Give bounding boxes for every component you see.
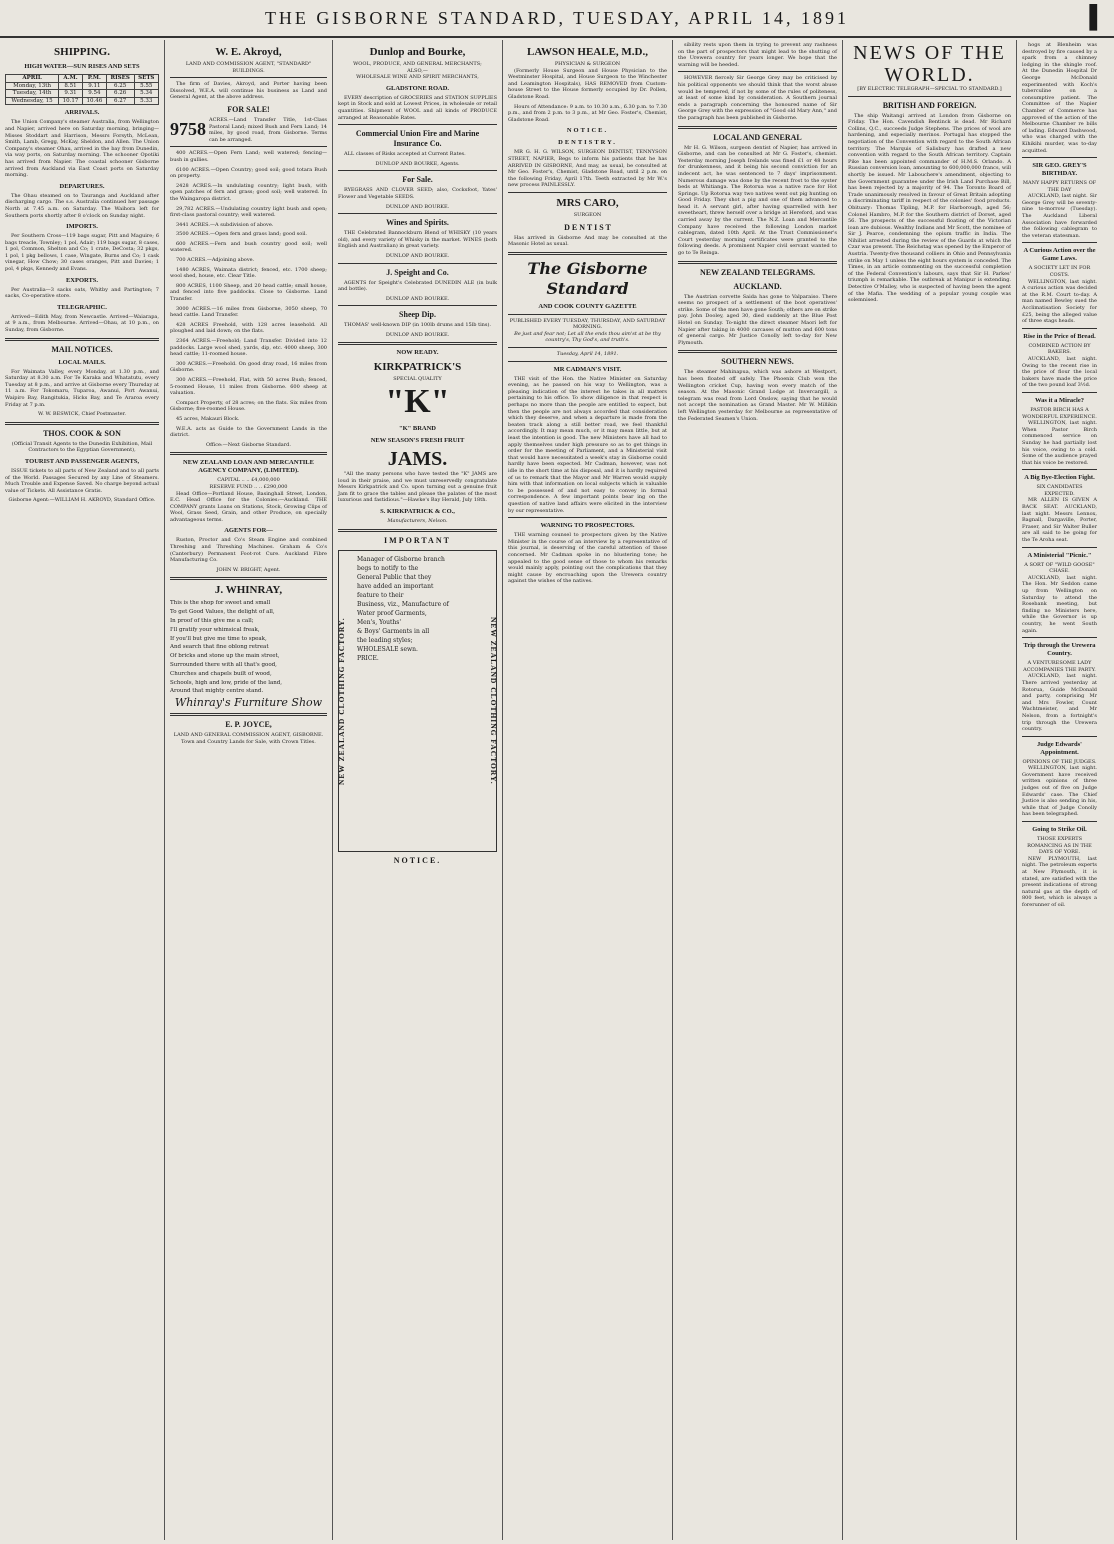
caro-text: Has arrived in Gisborne And may be consulted at the Masonic Hotel as usual. xyxy=(508,234,667,248)
list-item: feature to their xyxy=(357,591,404,599)
list-item: 3500 ACRES.—Open fern and grass land; good soil. xyxy=(176,231,308,238)
urewera-text: AUCKLAND, last night. There arrived yesterday at Rotorua, Guide McDonald and party, comprising Mr and Mrs Fowler, Count Wachtmeister, and Mr Nelson, from a fortnight's trip through the Urewera country. xyxy=(1022,673,1097,733)
bf-heading: BRITISH AND FOREIGN. xyxy=(882,100,977,110)
list-item: 45 acres, Makauri Block. xyxy=(176,415,240,422)
miracle-subheading: PASTOR BIRCH HAS A WONDERFUL EXPERIENCE. xyxy=(1022,406,1097,420)
column-7 xyxy=(1017,40,1102,1540)
local-heading: LOCAL AND GENERAL xyxy=(713,132,802,142)
table-row xyxy=(6,82,159,90)
tide-cell: 8.51 xyxy=(59,82,83,90)
departures-text: The Ohau steamed on to Tauranga and Auckland after discharging cargo. The s.s. Australia continued her passage North at 7.45 a.m. on Saturday. The Waihora left for Southern ports shortly after 8 o'clock on Sunday night. xyxy=(5,192,159,219)
kirk-jams: JAMS. xyxy=(387,448,448,471)
continued-text: sibility rests upon them in trying to prevent any rashness on the part of prospectors that might lead to the shutting of the Urewera country for years longer. We hope that the warning will be heeded. xyxy=(678,42,837,68)
cook-subheading: (Official Transit Agents to the Dunedin Exhibition, Mail Contractors to the Egyptian Government), xyxy=(11,440,153,454)
warning-heading: WARNING TO PROSPECTORS. xyxy=(540,522,635,530)
speight-text: AGENTS for Speight's Celebrated DUNEDIN ALE (in bulk and bottle). xyxy=(338,279,497,293)
whinray-heading: J. WHINRAY, xyxy=(214,584,283,597)
tide-heading: HIGH WATER—SUN RISES AND SETS xyxy=(24,63,140,70)
oil-text: NEW PLYMOUTH, last night. The petroleum experts at New Plymouth, it is stated, are satisfied with the present indications of strong natural gas at the depth of 800 feet, which is always a forerunner of oil. xyxy=(1022,855,1097,908)
akroyd-subheading: LAND AND COMMISSION AGENT, "STANDARD" BUILDINGS. xyxy=(185,61,312,74)
wines-heading: Wines and Spirits. xyxy=(386,218,449,228)
imports-heading: IMPORTS. xyxy=(66,223,98,231)
clothing-factory-box xyxy=(338,550,497,852)
paper-motto: Be just and fear not; Let all the ends thou aim'st at be thy country's, Thy God's, and truth's. xyxy=(514,330,661,344)
list-item: Compact Property, of 28 acres; on the flats. Six miles from Gisborne; five-roomed House. xyxy=(170,399,327,413)
list-item: PRICE. xyxy=(357,654,379,662)
list-item: 29,782 ACRES.—Undulating country light bush and open; first-class pastoral country; well watered. xyxy=(170,205,327,219)
notice-heading: NOTICE. xyxy=(566,127,609,135)
bread-text: AUCKLAND, last night. Owing to the recent rise in the price of flour the local bakers have made the price of the two pound loaf 3½d. xyxy=(1022,355,1097,389)
vertical-banner-right: NEW ZEALAND CLOTHING FACTORY. xyxy=(489,616,498,785)
office-note: Office:—Next Gisborne Standard. xyxy=(206,441,291,448)
curious-heading: A Curious Action over the Game Laws. xyxy=(1023,247,1096,263)
cook-heading: THOS. COOK & SON xyxy=(43,428,121,438)
exports-heading: EXPORTS. xyxy=(65,276,99,284)
db-wholesale: WHOLESALE WINE AND SPIRIT MERCHANTS, xyxy=(356,74,479,81)
tide-cell: Wednesday, 15 xyxy=(6,97,59,105)
db-heading: Dunlop and Bourke, xyxy=(369,46,466,58)
db-subheading: WOOL, PRODUCE, AND GENERAL MERCHANTS; xyxy=(353,61,482,67)
kirk-firm: S. KIRKPATRICK & CO., xyxy=(380,508,455,516)
kirk-heading: KIRKPATRICK'S xyxy=(373,361,462,374)
caro-heading: MRS CARO, xyxy=(556,196,619,209)
cadman-text: THE visit of the Hon. the Native Minister on Saturday evening, as he passed on his way to Wellington, was a pleasing indication of the interest he takes in all matters pertaining to his office. To show diligence in that respect is perhaps no more than the people are entitled to expect, but then the people are not always accorded that consideration which they deserve, and when a departure is made from the beaten track along a still better road, we feel thankful accordingly. It may mean much, or it may mean little, but at least the intention is good. The new Ministers have all had to apply themselves under high pressure so as to get things in order for the meeting of Parliament, and a Ministerial visit that would have necessitated a week's stay in Gisborne could hardly have been expected. Mr Cadman, however, was not idle in the short time at his disposal, and it is hardly required of us to remark that the Mayor and Mr Warren would supply him with that information on local subjects which is valuable to be possessed of and not easy to convey in formal correspondence. A few important points bear ing on the question of native land affairs were elicited in the interview by our representative. xyxy=(508,375,667,514)
cook-tourist: TOURIST AND PASSENGER AGENTS, xyxy=(24,457,140,465)
verse-line: I'll gratify your whimsical freak, xyxy=(170,626,260,633)
kirk-special: SPECIAL QUALITY xyxy=(393,376,442,383)
tide-cell: 9.11 xyxy=(82,82,106,90)
tide-cell: 9.54 xyxy=(82,90,106,98)
acres-number: 9758 xyxy=(170,118,206,139)
list-item: 300 ACRES.—Freehold, Flat, with 50 acres Bush; fenced, 5-roomed House, 11 miles from Gisborne. 600 sheep at valuation. xyxy=(170,376,327,397)
notice-heading: NOTICE. xyxy=(393,855,442,865)
list-item: 428 ACRES Freehold, with 128 acres leasehold. All ploughed and laid down; on the flats. xyxy=(170,321,327,335)
important-heading: IMPORTANT xyxy=(384,535,451,545)
joyce-subheading: LAND AND GENERAL COMMISSION AGENT, GISBORNE. xyxy=(173,732,324,739)
bye-subheading: SIX CANDIDATES EXPECTED. xyxy=(1036,484,1083,497)
bright-signature: JOHN W. BRIGHT, Agent. xyxy=(216,566,281,573)
list-item: Business, viz., Manufacture of xyxy=(357,600,449,608)
judge-heading: Judge Edwards' Appointment. xyxy=(1037,740,1082,756)
picnic-text: AUCKLAND, last night. The Hon. Mr Seddon came up from Wellington on Saturday to attend the Rosebank meeting, but finding no Ministers here, while the Governor is up country, he went South again. xyxy=(1022,574,1097,634)
whinray-show: Whinray's Furniture Show xyxy=(174,696,323,710)
forsale-heading: For Sale. xyxy=(402,175,433,185)
forsale-text: RYEGRASS AND CLOVER SEED; also, Cocksfoot, Yates' Flower and Vegetable SEEDS. xyxy=(338,187,497,200)
masthead xyxy=(0,0,1114,38)
verse-line: Of bricks and stone up the main street, xyxy=(170,653,280,660)
wea-note: W.E.A. acts as Guide to the Government Lands in the district. xyxy=(170,425,327,439)
tide-cell: 5.34 xyxy=(134,90,158,98)
tide-cell: 6.25 xyxy=(106,82,134,90)
verse-line: Around that mighty centre stand. xyxy=(170,688,264,695)
nzlma-reserve: RESERVE FUND .. .. £290,000 xyxy=(209,483,288,490)
column-6 xyxy=(843,40,1017,1540)
oil-subheading: THOSE EXPERTS ROMANCING AS IN THE DAYS OF YORE. xyxy=(1027,836,1092,856)
verse-line: This is the shop for sweet and small xyxy=(170,600,271,607)
important-lines xyxy=(353,551,482,851)
list-item: Manager of Gisborne branch xyxy=(357,555,445,563)
speight-heading: J. Speight and Co. xyxy=(386,267,449,277)
verse-line: In proof of this give me a call; xyxy=(170,618,254,625)
caro-subheading: SURGEON xyxy=(573,211,602,218)
mail-subheading: LOCAL MAILS. xyxy=(58,358,106,366)
agents-heading: AGENTS FOR— xyxy=(224,527,273,535)
telegrams-subheading: AUCKLAND. xyxy=(733,281,782,291)
list-item: 600 ACRES.—Fern and bush country good soil; well watered. xyxy=(170,240,327,254)
arrivals-heading: ARRIVALS. xyxy=(64,109,100,117)
tide-cell: 5.33 xyxy=(134,97,158,105)
verse-line: Surrounded there with all that's good, xyxy=(170,662,277,669)
southern-text: The steamer Mahinapua, which was ashore at Westport, has been floated off safely. The Phoenix Club won the Wellington cricket Cup, having won every match of the season. At the Masonic Grand Lodge at Invercargill, a telegram was read from Lord Onslow, saying that he would not accept the nomination as Grand Master. Mr W. Millikin left Wellington yesterday for Melbourne as representative of the Federated Seamen's Union. xyxy=(678,369,837,422)
paper-title: The Gisborne Standard xyxy=(527,258,648,298)
list-item: 2364 ACRES.—Freehold; Land Transfer. Divided into 12 paddocks. Large wool shed, yards, dip, etc. 4000 sheep, 300 head cattle; 11-roomed house. xyxy=(170,338,327,358)
column-3 xyxy=(333,40,503,1540)
nzlma-capital: CAPITAL .. .. £4,000,000 xyxy=(217,477,280,484)
tide-cell: 10.46 xyxy=(82,97,106,105)
curious-text: WELLINGTON, last night. A curious action was decided at the R.M. Court to-day. A man named Bewley sued the Acclimatisation Society for £25, being the alleged value of three stags heads. xyxy=(1022,278,1097,325)
miracle-heading: Was it a Miracle? xyxy=(1035,396,1084,404)
verse-line: Schools, high and low, pride of the land, xyxy=(170,679,283,686)
picnic-subheading: A SORT OF "WILD GOOSE" CHASE. xyxy=(1024,561,1095,575)
news-heading: NEWS OF THE WORLD. xyxy=(853,42,1006,86)
listings xyxy=(170,150,327,422)
columns xyxy=(0,40,1114,1540)
shipping-heading: SHIPPING. xyxy=(54,46,110,58)
grey-bday-subheading: MANY HAPPY RETURNS OF THE DAY xyxy=(1022,180,1097,193)
oil-heading: Going to Strike Oil. xyxy=(1032,826,1087,834)
bf-text: The ship Waitangi arrived at London from Gisborne on Friday. The Hon. Cavendish Bentinck is dead. Mr Richard Collins, Q.C., succeeds Judge Stephens. The prices of wool are hardening, and especially merinos. Portugal has stopped the negotiation of the Convention with regard to the South African territory. The Marquis of Salisbury has drafted a new convention with regard to the South African territory. Captain Pike has been appointed commander of H.M.S. Orlando. A Russian conversion loan, amounting to 600,000,000 francs, will shortly be issued. Mr Labouchere's amendment, objecting to the Government guarantee under the Irish Land Purchase Bill, has been rejected by a majority of 94. The Toronto Board of Trade unanimously resolved in favour of Great Britain adopting a discriminating tariff in respect of the colonies' food products. Obituary: Thomas Tipling, M.P. for Harborough, aged 56; Colonel Hambro, M.P. for the Southern district of Dorset, aged 56. The prospects of the successful floating of the Victorian loan are dubious. Wealthy Indians and Mr Scott, the nominee of Sir J. Pearce, condemning the opium traffic in India. The Nihilist arrested during the review of the Guards at which the Czar was present. The Reichstag was opened by the Emperor of Austria. Twenty-five thousand colliers in Ohio and Pennsylvania strike on May 1 unless the eight hours system is conceded. The Times, in an article commenting on the successful completion of the Federal Convention's labours, says that Sir H. Parkes' triumph is remarkable. The outbreak at Manipur is extending. Detective O'Malley, who is suspected of having been the agent of the Mafia. The wedding of a popular young couple was solemnised. xyxy=(848,112,1011,304)
judge-text: WELLINGTON, last night. Government have received written opinions of three judges out of five on Judge Edwards' case. The Chief Justice is also sending in his, while that of Judge Conolly has been telegraphed. xyxy=(1022,765,1097,818)
verse-line: If you'll but give me time to speak, xyxy=(170,635,267,642)
tide-cell: Tuesday, 14th xyxy=(6,90,59,98)
speight-signature: DUNLOP AND BOURKE. xyxy=(385,295,450,302)
dentistry-heading: DENTISTRY. xyxy=(558,139,617,147)
curious-subheading: A SOCIETY LET IN FOR COSTS. xyxy=(1028,265,1091,279)
tide-col-header: A.M. xyxy=(59,75,83,83)
departures-heading: DEPARTURES. xyxy=(59,182,105,190)
nzlma-heading: NEW ZEALAND LOAN AND MERCANTILE AGENCY COMPANY, (LIMITED). xyxy=(183,459,314,475)
list-item: Water proof Garments, xyxy=(357,609,427,617)
southern-heading: SOUTHERN NEWS. xyxy=(721,357,794,367)
forsale-signature: DUNLOP AND BOURKE. xyxy=(385,203,450,210)
tide-col-header: APRIL xyxy=(6,75,59,83)
akroyd-text: The firm of Davies, Akroyd, and Porter having been Dissolved, W.E.A. will continue his business as Land and General Agent, at the above address. xyxy=(170,81,327,101)
bye-text: MR ALLEN IS GIVEN A BACK SEAT. AUCKLAND, last night. Messrs Lennox, Bagnall, Dargaville, Porter, Fraser, and Sir Walter Buller are all said to be going for the Te Aroha seat. xyxy=(1022,497,1097,544)
bread-heading: Rise in the Price of Bread. xyxy=(1023,332,1096,340)
db-also: ALSO,— xyxy=(407,67,428,74)
grey-text: HOWEVER fiercely Sir George Grey may be criticised by his political opponents we should think that the worst abuse would be tempered, if not by some of the rules of politeness, at least of some kind by consideration. A Southern journal ends a paragraph concerning the honoured name of Sir George Grey with the expression of "Good old Mary Ann," and the paragraph has been published in Gisborne. xyxy=(678,75,837,121)
dentistry-text: MR G. H. G. WILSON, SURGEON DENTIST, TENNYSON STREET, NAPIER, Begs to inform his patients that he has ARRIVED IN GISBORNE, And may, as usual, be consulted at Mr Geo. Foster's, Chemist, Gladstone Road, until 2 p.m. on the following Friday, April 17th. Teeth extracted by Mr W.'s new process PAINLESSLY. xyxy=(508,149,667,189)
tide-col-header: P.M. xyxy=(82,75,106,83)
tide-col-header: RISES xyxy=(106,75,134,83)
caro-dentist: D E N T I S T xyxy=(564,222,611,232)
tide-cell: Monday, 13th xyxy=(6,82,59,90)
tide-col-header: SETS xyxy=(134,75,158,83)
verse-line: To get Good Values, the delight of all, xyxy=(170,609,275,616)
paper-publication: PUBLISHED EVERY TUESDAY, THURSDAY, AND SATURDAY MORNING. xyxy=(509,317,666,331)
lawson-heading: LAWSON HEALE, M.D., xyxy=(526,46,649,58)
now-ready: NOW READY. xyxy=(396,349,439,357)
news-subheading: [BY ELECTRIC TELEGRAPH—SPECIAL TO STANDARD.] xyxy=(857,86,1002,92)
acres-text: ACRES.—Land Transfer Title, 1st-Class Pastoral Land; mixed Bush and Fern Land; 14 miles, by good road, from Gisborne. Terms can be arranged. xyxy=(209,116,327,143)
lawson-hours: Hours of Attendance: 9 a.m. to 10.30 a.m., 6.30 p.m. to 7.30 p.m., and from 2 p.m. to 3 p.m., at Mr Geo. Foster's, Chemist, Gladstone Road. xyxy=(508,103,667,123)
joyce-text: Town and Country Lands for Sale, with Crown Titles. xyxy=(181,738,316,745)
whinray-verse xyxy=(170,599,327,696)
telegraphic-text: Arrived—Edith May, from Newcastle. Arrived—Waiarapa, at 9 a.m., from Melbourne. Arrived—Ohau, at 10 p.m., on Sunday, from Gisborne. xyxy=(5,313,159,334)
grey-bday-heading: SIR GEO. GREY'S BIRTHDAY. xyxy=(1032,162,1087,178)
dip-heading: Sheep Dip. xyxy=(399,310,436,320)
imports-text: Per Southern Cross—119 bags sugar, Pitt and Maguire; 6 bags treacle, Townley; 1 pol, Adair; 119 bags sugar, 8 cases, 1 pol, Common, Shelton and Co; 1 crate, DeCosta; 32 pkgs, 1 pol, 1 pkg bellows, 1 case, Wingate, Burns and Co; 1 cask vinegar, How Chow; 30 cases oranges, Pitt and Davies; 1 pol, 4 pkgs, Kennedy and Evans. xyxy=(5,233,159,273)
grey-bday-text: AUCKLAND, last night. Sir George Grey will be seventy-nine to-morrow (Tuesday). The Auckland Liberal Association have forwarded the following cablegram to the veteran statesman. xyxy=(1022,193,1097,239)
list-item: 700 ACRES.—Adjoining above. xyxy=(176,257,255,264)
cook-text: ISSUE tickets to all parts of New Zealand and to all parts of the World. Passages Secured by any Line of Steamers. Much Trouble and Expense Saved. No charge beyond actual value of Tickets. All Assistance Gratis. xyxy=(5,467,159,494)
kirk-place: Manufacturers, Nelson. xyxy=(387,518,448,525)
list-item: & Boys' Garments in all xyxy=(357,627,430,635)
lawson-text: (Formerly House Surgeon and House Physician to the Westminster Hospital, and House Surgeon to the Winchester and Leamington Hospitals), HAS REMOVED from Custom-house Street to the House formerly occupied by Dr. Pollen, Gladstone Road. xyxy=(508,67,667,100)
urewera-subheading: A VENTURESOME LADY ACCOMPANIES THE PARTY. xyxy=(1023,660,1096,673)
top-text: hogs at Blenheim was destroyed by fire caused by a spark from a chimney lodging in the shingle roof. At the Dunedin Hospital Dr George McDonald experimented with Koch's tuberculine on a consumptive patient. The Committee of the Napier Chamber of Commerce has approved of the action of the Melbourne Chamber re bills of lading. Edward Dashwood, who was charged with the Kihikihi murder, was to-day acquitted. xyxy=(1022,42,1097,154)
bye-heading: A Big Bye-Election Fight. xyxy=(1024,474,1095,482)
mail-text: For Waimata Valley, every Monday, at 1.30 p.m., and Saturday at 8.30 a.m. For Te Karaka and Whatatutu, every Tuesday at 8 p.m., and arrive at Gisborne every Thursday at 11 a.m. For Tokomaru, Tuparoa, Awanui, Port Awanui, Waipiro Bay, Rangitukia, Hicks Bay, and Te Araroa every Friday at 7 p.m. xyxy=(5,368,159,408)
list-item: Men's, Youths' xyxy=(357,618,402,626)
kirk-quote: "All the many persons who have tested the "K" JAMS are loud in their praise, and we must unreservedly congratulate Messrs Kirkpatrick and Co. upon turning out a genuine fruit Jam fit to grace the tables and please the palates of the most luxurious and fastidious."—Hawke's Bay Herald, July 18th. xyxy=(338,471,497,504)
list-item: begs to notify to the xyxy=(357,564,419,572)
verse-line: Churches and chapels built of wood, xyxy=(170,670,272,677)
list-item: WHOLESALE sewn. xyxy=(357,645,418,653)
dip-signature: DUNLOP AND BOURKE. xyxy=(385,331,450,338)
verse-line: And search that fine oblong retreat xyxy=(170,644,269,651)
kirk-k-logo: "K" xyxy=(385,383,450,421)
arrivals-text: The Union Company's steamer Australia, from Wellington and Napier, arrived here on Saturday morning, bringing—Misses Stoddart and Harrison, Messrs Forsyth, McLean, Smith, Lamb, Gregg, McKay, Sheldon, and Allen. The Union Company's steamer Ohau, arrived in the bay from Dunedin, via way ports, on Saturday morning. The schooner Opotiki has arrived from Napier. The coastal schooner Gisborne arrived from Auckland via East Coast ports on Saturday morning. xyxy=(5,119,159,179)
list-item: 3000 ACRES.—16 miles from Gisborne, 3050 sheep, 70 head cattle. Land Transfer. xyxy=(170,305,327,319)
list-item: the leading styles; xyxy=(357,636,413,644)
picnic-heading: A Ministerial "Picnic." xyxy=(1027,551,1092,559)
list-item: have added an important xyxy=(357,582,434,590)
tide-cell: 6.26 xyxy=(106,90,134,98)
tide-table xyxy=(5,74,159,105)
margin-mark: ▌ xyxy=(1089,4,1108,29)
nzlma-text: Head Office—Portland House, Basinghall Street, London, E.C. Head Office for the Colonies:—Auckland. THE COMPANY grants Loans on Stations, Stock, Growing Clips of Wool, Grass Seed, Grain, and other Produce, on specially advantageous terms. xyxy=(170,490,327,523)
table-row xyxy=(6,97,159,105)
list-item: 3441 ACRES.—A subdivision of above. xyxy=(176,221,274,228)
tide-cell: 10.17 xyxy=(59,97,83,105)
list-item: 400 ACRES.—Open Fern Land; well watered; fencing—bush in gullies. xyxy=(170,150,327,163)
joyce-heading: E. P. JOYCE, xyxy=(225,720,272,730)
mail-signature: W. W. BESWICK, Chief Postmaster. xyxy=(38,411,126,418)
db-road: GLADSTONE ROAD. xyxy=(385,84,450,92)
bread-subheading: COMBINED ACTION BY BAKERS. xyxy=(1028,342,1091,356)
paper-date: Tuesday, April 14, 1891. xyxy=(556,351,619,358)
list-item: 300 ACRES.—Freehold. On good dray road, 16 miles from Gisborne. xyxy=(170,360,327,374)
lawson-subheading: PHYSICIAN & SURGEON xyxy=(554,61,621,67)
list-item: 800 ACRES, 1100 Sheep, and 20 head cattle; small house, and fenced into five paddocks. Close to Gisborne. Land Transfer. xyxy=(170,282,327,303)
miracle-text: WELLINGTON, last night. When Pastor Birch commenced service on Sunday he had partially lost his voice, owing to a cold. Some of the audience prayed that his voice be restored. xyxy=(1022,420,1097,466)
cadman-heading: MR CADMAN'S VISIT. xyxy=(553,365,622,373)
column-1 xyxy=(0,40,165,1540)
for-sale-heading: FOR SALE! xyxy=(227,104,270,114)
db-text: EVERY description of GROCERIES and STATION SUPPLIES kept in Stock and sold at Lowest Prices, in wholesale or retail quantities. Shipment of WOOL and all kinds of PRODUCE arranged at Reasonable Rates. xyxy=(338,94,497,121)
cook-signature: Gisborne Agent:—WILLIAM H. AKROYD, Standard Office. xyxy=(8,497,156,504)
agents-text: Ruston, Proctor and Co's Steam Engine and combined Threshing and Threshing Machines. Graham & Co's (Canterbury) Permanent Foot-rot Cure. Auckland Fibre Manufacturing Co. xyxy=(170,537,327,564)
tide-cell: 5.55 xyxy=(134,82,158,90)
masthead-title: THE GISBORNE STANDARD, TUESDAY, APRIL 14, 1891 xyxy=(264,7,850,28)
table-row xyxy=(6,90,159,98)
cu-signature: DUNLOP AND BOURKE, Agents. xyxy=(375,160,460,167)
column-2 xyxy=(165,40,333,1540)
column-5 xyxy=(673,40,843,1540)
list-item: 1480 ACRES, Waimata district; fenced, etc. 1700 sheep; wool shed, house, etc. Clear Title. xyxy=(170,266,327,280)
akroyd-heading: W. E. Akroyd, xyxy=(215,46,282,58)
local-text: Mr H. G. Wilson, surgeon dentist of Napier, has arrived in Gisborne, and can be consulted at Mr G. Foster's, chemist. Yesterday morning Joseph Irelands was fined £1 or 48 hours for drunkenness, and it being his second conviction for an indecent act, he was sentenced to 7 days' imprisonment. Numerous damage was done by the recent frost to the oyster beds at Whitianga. The Rotorua was a native race for Hot Springs. Up Rotorua way two natives went out pig hunting on Good Friday. They shot a pig and one of them advanced to head it. A servant girl, after having quarrelled with her sweetheart, threw herself over a bridge at Hereford, and was carried away by the current. The N.Z. Loan and Mercantile Company have received the following London market cablegram, dated 10th April. At the Trust Commissioner's Court yesterday morning certificates were granted to the following deeds. A prominent Napier civil servant wanted to go to Te Reinga. xyxy=(678,144,837,257)
urewera-heading: Trip through the Urewera Country. xyxy=(1023,642,1096,658)
cu-heading: Commercial Union Fire and Marine Insurance Co. xyxy=(355,129,480,149)
list-item: 2428 ACRES.—In undulating country; light bush, with open patches of fern and grass; good soil; well watered. In the Waingaropa district. xyxy=(170,182,327,202)
wines-text: THE Celebrated Bannockburn Blend of WHISKY (10 years old), and every variety of Whisky in the market. WINES (both English and Australian) in great variety. xyxy=(338,230,497,250)
tide-cell: 9.31 xyxy=(59,90,83,98)
mail-heading: MAIL NOTICES. xyxy=(51,344,113,354)
exports-text: Per Australia—3 sacks oats, Whitby and Partington; 7 sacks, Co-operative store. xyxy=(5,286,159,300)
paper-subtitle: AND COOK COUNTY GAZETTE xyxy=(538,302,637,310)
dip-text: THOMAS' well-known DIP (in 100lb drums and 15lb tins). xyxy=(344,322,492,329)
warning-text: THE warning counsel to prospectors given by the Native Minister in the course of an interview by a representative of this journal, is deserving of the careful attention of those concerned. Mr Cadman spoke in no blustering tone; he appealed to the good sense of those to whom his remarks would mainly apply, pointing out the complications that they might cause by encroaching upon the Urewera country against the wishes of the natives. xyxy=(508,532,667,585)
list-item: 6100 ACRES.—Open Country; good soil; good totara Bush on property. xyxy=(170,166,327,180)
tide-cell: 6.27 xyxy=(106,97,134,105)
telegrams-heading: NEW ZEALAND TELEGRAMS. xyxy=(699,267,816,277)
vertical-banner-left: NEW ZEALAND CLOTHING FACTORY. xyxy=(337,616,346,785)
judge-subheading: OPINIONS OF THE JUDGES. xyxy=(1022,758,1097,765)
telegrams-text: The Austrian corvette Saida has gone to Valparaiso. There seems no prospect of a settlement of the boot operatives' strike. Some of the men have gone South; others are on strike pay. John Dooley, aged 30, died suddenly at the Blue Post Hotel on Sunday. To-night the direct steamer Maori left for Napier after taking in 4000 carcases of mutton and 600 tons of general cargo. Mr Justice Conolly left to-day for New Plymouth. xyxy=(678,293,837,346)
column-4 xyxy=(503,40,673,1540)
cu-text: ALL classes of Risks accepted at Current Rates. xyxy=(344,151,466,158)
list-item: General Public that they xyxy=(357,573,432,581)
telegraphic-heading: TELEGRAPHIC. xyxy=(57,303,107,311)
kirk-new: NEW SEASON'S FRESH FRUIT xyxy=(370,437,465,445)
kirk-brand: "K" BRAND xyxy=(398,425,436,433)
wines-signature: DUNLOP AND BOURKE. xyxy=(385,252,450,259)
